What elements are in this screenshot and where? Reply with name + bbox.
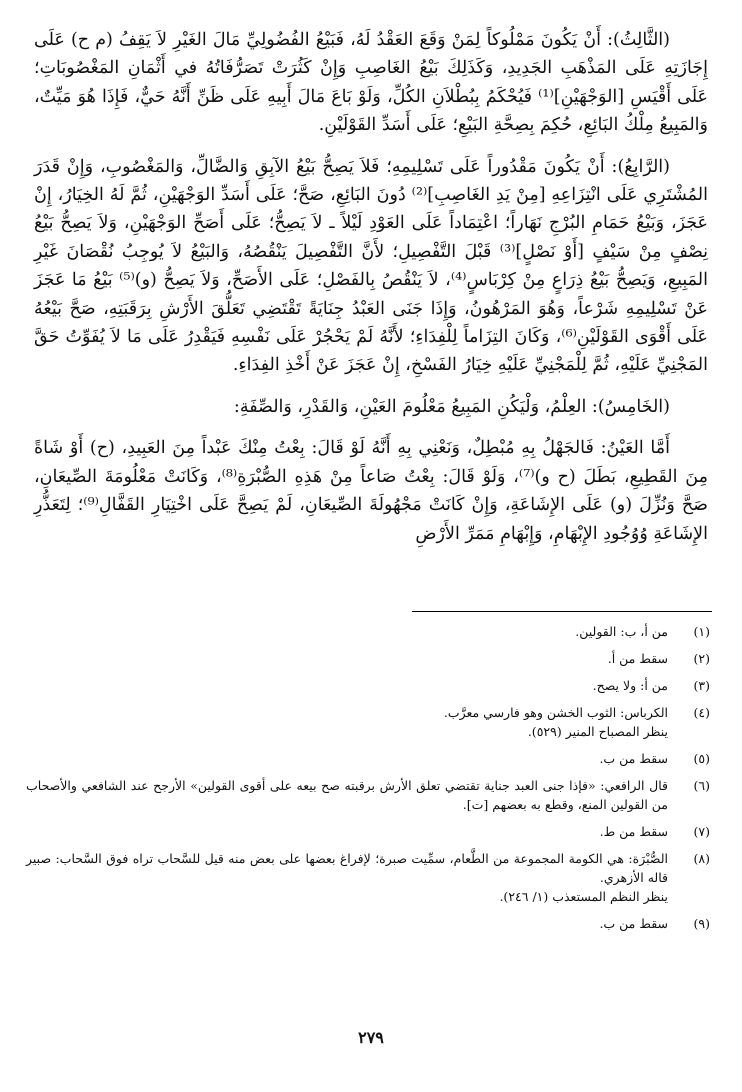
footnote-number: (٦) xyxy=(693,778,710,793)
footnote-number: (١) xyxy=(693,624,710,639)
footnote-text: سقط من ب. xyxy=(599,916,668,931)
footnote-item xyxy=(26,649,710,668)
footnote-number: (٢) xyxy=(693,651,710,666)
footnote-number: (٧) xyxy=(693,824,710,839)
footnote-text: من أ: ولا يصح. xyxy=(592,678,668,693)
paragraph-fifth-condition: (الخَامِسُ): العِلْمُ، وَلْيَكُنِ المَبِيعُ مَعْلُومَ العَيْنِ، وَالقَدْرِ، وَالصِّفَةِ: xyxy=(233,396,670,417)
footnote-text: سقط من ط. xyxy=(599,824,668,839)
footnote-number: (٣) xyxy=(693,678,710,693)
footnote-text: الكرباس: الثوب الخشن وهو فارسي معرَّب. ينظر المصباح المنير (٥٢٩). xyxy=(443,705,668,739)
footnote-item xyxy=(26,822,710,841)
paragraph-third-condition: (الثَّالِثُ): أَنْ يَكُونَ مَمْلُوكاً لِمَنْ وَقَعَ العَقْدُ لَهُ، فَبَيْعُ الفُضُولِيِّ مَالَ الغَيْرِ لاَ يَقِفُ (م ح) عَلَى إِجَازَتِهِ عَلَى المَذْهَبِ الجَدِيدِ، وَكَذَلِكَ بَيْعُ الغَاصِبِ وَإِنْ كَثُرَتْ تَصَرُّفَاتُهُ في أَثْمَانِ المَغْصُوبَاتِ؛ عَلَى أَقْيَسِ [الوَجْهَيْنِ]⁽¹⁾ فَيُحْكَمُ بِبُطْلاَنِ الكُلِّ، وَلَوْ بَاعَ مَالَ أَبِيهِ عَلَى ظَنِّ أَنَّهُ حَيٌّ، فَإِذَا هُوَ مَيِّتٌ، وَالمَبِيعُ مِلْكُ البَائِعِ، حُكِمَ بِصِحَّةِ البَيْعِ؛ عَلَى أَسَدِّ القَوْلَيْنِ. xyxy=(34,30,708,136)
footnotes xyxy=(26,622,710,941)
footnote-separator xyxy=(412,611,712,612)
footnote-item xyxy=(26,776,710,814)
footnote-number: (٤) xyxy=(693,705,710,720)
footnote-item xyxy=(26,749,710,768)
main-text xyxy=(34,26,708,548)
footnote-text: سقط من ب. xyxy=(599,751,668,766)
footnote-item xyxy=(26,849,710,906)
footnote-text: سقط من أ. xyxy=(607,651,668,666)
footnote-item xyxy=(26,703,710,741)
footnote-number: (٨) xyxy=(693,851,710,866)
footnote-number: (٥) xyxy=(693,751,710,766)
paragraph-fourth-condition: (الرَّابِعُ): أَنْ يَكُونَ مَقْدُوراً عَلَى تَسْلِيمِهِ؛ فَلاَ يَصِحُّ بَيْعُ الآبِقِ وَالضَّالِّ، وَالمَغْصُوبِ، وَإِنْ قَدَرَ المُشْتَرِي عَلَى انْتِزَاعِهِ [مِنْ يَدِ الغَاصِبِ]⁽²⁾ دُونَ البَائِعِ، صَحَّ؛ عَلَى أَسَدِّ الوَجْهَيْنِ، ثُمَّ لَهُ الخِيَارُ، إِنْ عَجَزَ، وَبَيْعُ حَمَامِ البُرْجِ نَهَاراً؛ اعْتِمَاداً عَلَى العَوْدِ لَيْلاً ـ لاَ يَصِحُّ؛ عَلَى أَصَحِّ الوَجْهَيْنِ، وَلاَ يَصِحُّ بَيْعُ نِصْفٍ مِنْ سَيْفٍ [أَوْ نَصْلٍ]⁽³⁾ قَبْلَ التَّفْصِيلِ؛ لأَنَّ التَّفْصِيلَ يَنْقُصُهُ، وَالبَيْعُ لاَ يُوجِبُ نُقْصَانَ غَيْرِ المَبِيعِ، وَيَصِحُّ بَيْعُ ذِرَاعٍ مِنْ كِرْبَاسٍ⁽⁴⁾، لاَ يَنْقُصُ بِالفَصْلِ؛ عَلَى الأَصَحِّ، وَلاَ يَصِحُّ (و)⁽⁵⁾ بَيْعُ مَا عَجَزَ عَنْ تَسْلِيمِهِ شَرْعاً، وَهُوَ المَرْهُونُ، وَإِذَا جَنَى العَبْدُ جِنَايَةً تَقْتَضِي تَعَلُّقَ الأَرْشِ بِرَقَبَتِهِ، صَحَّ بَيْعُهُ عَلَى أَقْوَى القَوْلَيْنِ⁽⁶⁾، وَكَانَ التِزَاماً لِلْفِدَاءِ؛ لأَنَّهُ لَمْ يَحْجُرْ عَلَى نَفْسِهِ فَيَقْدِرُ عَلَى مَا لاَ يُفَوِّتُ حَقَّ المَجْنِيِّ عَلَيْهِ، ثُمَّ لِلْمَجْنِيِّ عَلَيْهِ خِيَارُ الفَسْخِ، إِنْ عَجَزَ عَنْ أَخْذِ الفِدَاءِ. xyxy=(34,156,708,376)
footnote-number: (٩) xyxy=(693,916,710,931)
footnote-item xyxy=(26,676,710,695)
footnote-text: قال الرافعي: «فإذا جنى العبد جناية تقتضي تعلق الأرش برقبته صح بيعه على أقوى القولين» الأرجح عند الشافعي والأصحاب من القولين المنع، وقطع به بعضهم [ت]. xyxy=(26,778,668,812)
footnote-item xyxy=(26,914,710,933)
footnote-item xyxy=(26,622,710,641)
paragraph-identity: أَمَّا العَيْنُ: فَالجَهْلُ بِهِ مُبْطِلٌ، وَنَعْنِي بِهِ أَنَّهُ لَوْ قَالَ: بِعْتُ مِنْكَ عَبْداً مِنَ العَبِيدِ، (ح) أَوْ شَاةً مِنَ القَطِيعِ، بَطَلَ (ح و)⁽⁷⁾، وَلَوْ قَالَ: بِعْتُ صَاعاً مِنْ هَذِهِ الصُّبْرَةِ⁽⁸⁾، وَكَانَتْ مَعْلُومَةَ الصِّيعَانِ، صَحَّ وَنُزِّلَ (و) عَلَى الإِشَاعَةِ، وَإِنْ كَانَتْ مَجْهُولَةَ الصِّيعَانِ، لَمْ يَصِحَّ عَلَى اخْتِيَارِ القَفَّالِ⁽⁹⁾؛ لِتَعَذُّرِ الإِشَاعَةِ وُوُجُودِ الإِبْهَامِ، وَإِبْهَامِ مَمَرِّ الأَرْضِ xyxy=(34,438,708,544)
footnote-text: الصُّبْرَة: هي الكومة المجموعة من الطَّعام، سمِّيت صبرة؛ لإفراغ بعضها على بعض منه قيل للسَّحاب تراه فوق السَّحاب: صبير قاله الأزهري. ينظر النظم المستعذب (١/ ٢٤٦). xyxy=(26,851,668,904)
footnote-text: من أ، ب: القولين. xyxy=(575,624,668,639)
page-number: ٢٧٩ xyxy=(358,1028,384,1047)
